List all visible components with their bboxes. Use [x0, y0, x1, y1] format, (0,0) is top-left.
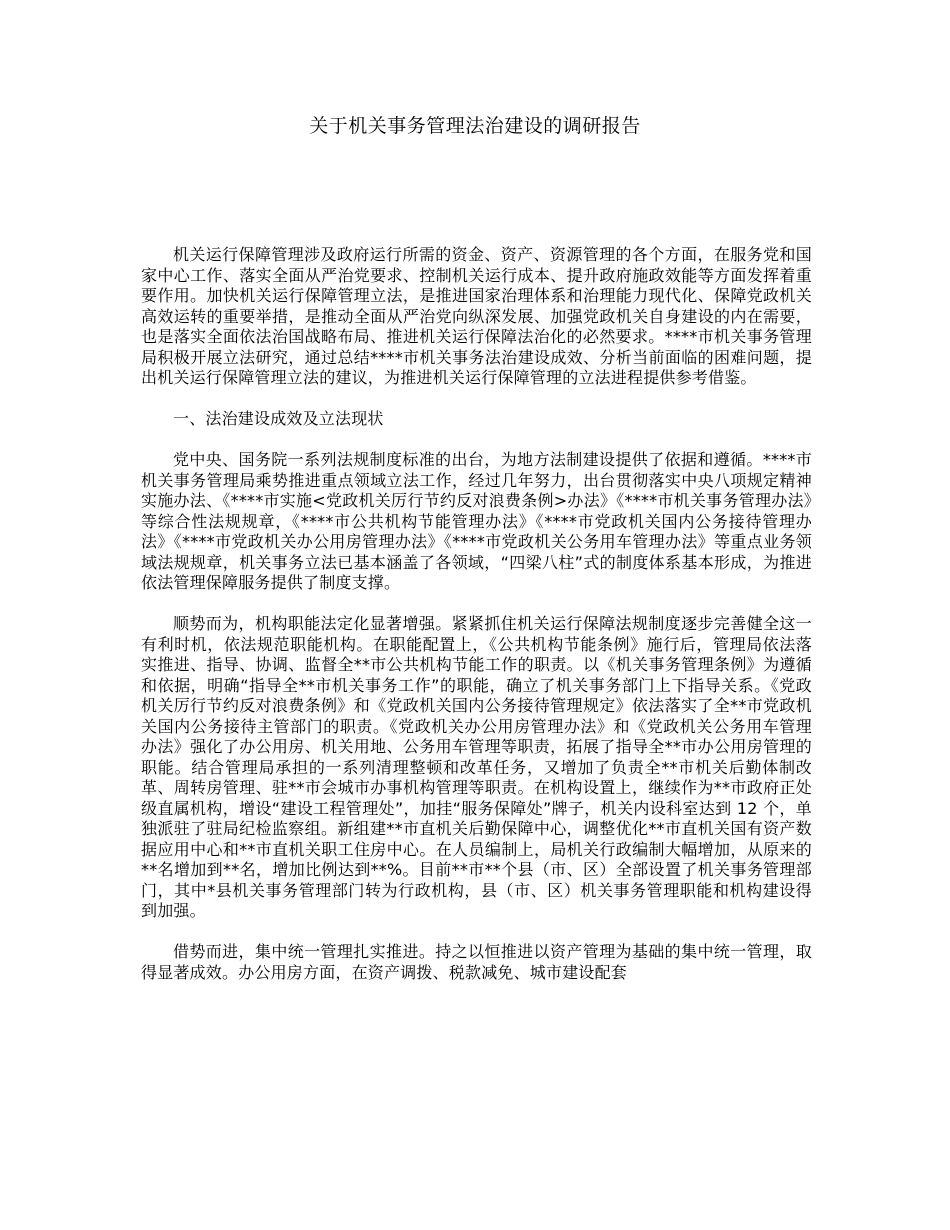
document-body — [141, 245, 812, 1004]
intro-paragraph: 机关运行保障管理涉及政府运行所需的资金、资产、资源管理的各个方面，在服务党和国家中心工作、落实全面从严治党要求、控制机关运行成本、提升政府施政效能等方面发挥着重要作用。加快机关运行保障管理立法，是推进国家治理体系和治理能力现代化、保障党政机关高效运转的重要举措，是推动全面从严治党向纵深发展、加强党政机关自身建设的内在需要，也是落实全面依法治国战略布局、推进机关运行保障法治化的必然要求。****市机关事务管理局积极开展立法研究，通过总结****市机关事务法治建设成效、分析当前面临的困难问题，提出机关运行保障管理立法的建议，为推进机关运行保障管理的立法进程提供参考借鉴。 — [141, 245, 812, 387]
document-title: 关于机关事务管理法治建设的调研报告 — [309, 115, 641, 137]
body-paragraph-2: 顺势而为，机构职能法定化显著增强。紧紧抓住机关运行保障法规制度逐步完善健全这一有利时机，依法规范职能机构。在职能配置上，《公共机构节能条例》施行后，管理局依法落实推进、指导、协调、监督全**市公共机构节能工作的职责。以《机关事务管理条例》为遵循和依据，明确“指导全**市机关事务工作”的职能，确立了机关事务部门上下指导关系。《党政机关厉行节约反对浪费条例》和《党政机关国内公务接待管理规定》依法落实了全**市党政机关国内公务接待主管部门的职责。《党政机关办公用房管理办法》和《党政机关公务用车管理办法》强化了办公用房、机关用地、公务用车管理等职责，拓展了指导全**市办公用房管理的职能。结合管理局承担的一系列清理整顿和改革任务，又增加了负责全**市机关后勤体制改革、周转房管理、驻**市会城市办事机构管理等职责。在机构设置上，继续作为**市政府正处级直属机构，增设“建设工程管理处”，加挂“服务保障处”牌子，机关内设科室达到 12 个，单独派驻了驻局纪检监察组。新组建**市直机关后勤保障中心，调整优化**市直机关国有资产数据应用中心和**市直机关职工住房中心。在人员编制上，局机关行政编制大幅增加，从原来的**名增加到**名，增加比例达到**%。目前**市**个县（市、区）全部设置了机关事务管理部门，其中*县机关事务管理部门转为行政机构，县（市、区）机关事务管理职能和机构建设得到加强。 — [141, 614, 812, 920]
body-paragraph-1: 党中央、国务院一系列法规制度标准的出台，为地方法制建设提供了依据和遵循。****市机关事务管理局乘势推进重点领域立法工作，经过几年努力，出台贯彻落实中央八项规定精神实施办法、《****市实施<党政机关厉行节约反对浪费条例>办法》《****市机关事务管理办法》等综合性法规规章，《****市公共机构节能管理办法》《****市党政机关国内公务接待管理办法》《****市党政机关办公用房管理办法》《****市党政机关公务用车管理办法》等重点业务领域法规规章，机关事务立法已基本涵盖了各领域，“四梁八柱”式的制度体系基本形成，为推进依法管理保障服务提供了制度支撑。 — [141, 450, 812, 592]
body-paragraph-3: 借势而进，集中统一管理扎实推进。持之以恒推进以资产管理为基础的集中统一管理，取得显著成效。办公用房方面，在资产调拨、税款减免、城市建设配套 — [141, 942, 812, 982]
section-heading-1: 一、法治建设成效及立法现状 — [173, 409, 384, 428]
